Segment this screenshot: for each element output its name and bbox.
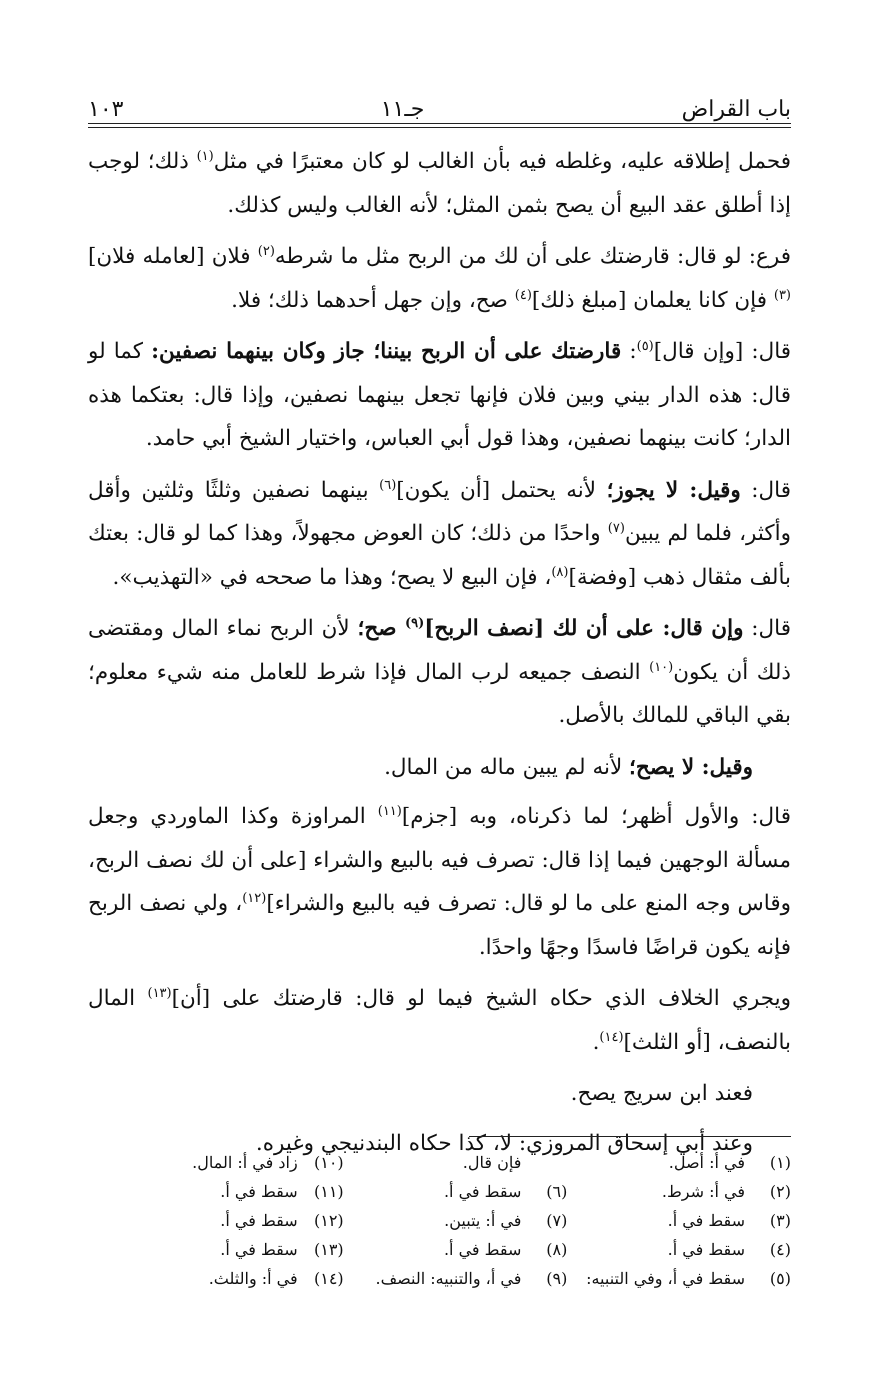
paragraph: فرع: لو قال: قارضتك على أن لك من الربح مثل ما شرطه$^{(٢)}$ فلان [لعامله فلان]$^{(٣)}$ فإن كانا يعلمان [مبلغ ذلك]$^{(٤)}$ صح، وإن جهل أحدهما ذلك؛ فلا.	[88, 243, 791, 313]
footnote-text: سقط في أ.	[667, 1240, 745, 1259]
footnote-separator	[469, 1136, 791, 1137]
footnote	[120, 1206, 344, 1235]
main-text	[88, 140, 791, 1171]
footnote-text: سقط في أ.	[443, 1182, 522, 1201]
footnote	[120, 1177, 344, 1206]
paragraph: قال: والأول أظهر؛ لما ذكرناه، وبه [جزم]$^{(١١)}$ المراوزة وكذا الماوردي وجعل مسألة الوجهين فيما إذا قال: تصرف فيه بالبيع والشراء [على أن لك نصف الربح، وقاس وجه المنع على ما لو قال: تصرف فيه بالبيع والشراء]$^{(١٢)}$، ولي نصف الربح فإنه يكون قراضًا فاسدًا وجهًا واحدًا.	[88, 803, 791, 960]
footnote	[120, 1264, 344, 1293]
footnote-number: (١)	[769, 1153, 791, 1172]
footnote	[567, 1148, 791, 1177]
footnote-text: سقط في أ.	[443, 1240, 522, 1259]
footnote	[567, 1206, 791, 1235]
paragraph: فعند ابن سريج يصح.	[570, 1081, 753, 1106]
footnotes-column-3	[120, 1148, 344, 1293]
footnote	[567, 1177, 791, 1206]
footnote	[567, 1235, 791, 1264]
running-header	[88, 86, 791, 122]
footnote	[120, 1148, 344, 1177]
paragraph: فحمل إطلاقه عليه، وغلطه فيه بأن الغالب لو كان معتبرًا في مثل$^{(١)}$ ذلك؛ لوجب إذا أطلق عقد البيع أن يصح بثمن المثل؛ لأنه الغالب وليس كذلك.	[88, 148, 792, 218]
footnote-number: (١٣)	[313, 1240, 344, 1259]
footnote-text: سقط في أ.	[220, 1182, 298, 1201]
footnote-number: (٤)	[769, 1240, 791, 1259]
footnote-number: (١١)	[313, 1182, 344, 1201]
footnote	[344, 1235, 568, 1264]
footnote	[120, 1235, 344, 1264]
footnote-text: سقط في أ، وفي التنبيه:	[586, 1269, 745, 1288]
footnote-text: في أ: يتبين.	[444, 1211, 522, 1230]
footnote-number: (٧)	[546, 1211, 568, 1230]
footnote-text: فإن قال.	[462, 1153, 522, 1172]
footnote	[567, 1264, 791, 1293]
paragraph: قال: وقيل: لا يجوز؛ لأنه يحتمل [أن يكون]$^{(٦)}$ بينهما نصفين وثلثًا وثلثين وأقل وأكثر، فلما لم يبين$^{(٧)}$ واحدًا من ذلك؛ كان العوض مجهولاً، وهذا كما لو قال: بعتك بألف مثقال ذهب [وفضة]$^{(٨)}$، فإن البيع لا يصح؛ وهذا ما صححه في «التهذيب».	[88, 477, 791, 590]
footnote-text: زاد في أ: المال.	[192, 1153, 298, 1172]
paragraph: قال: [وإن قال]$^{(٥)}$: قارضتك على أن الربح بيننا؛ جاز وكان بينهما نصفين: كما لو قال: هذه الدار بيني وبين فلان فإنها تجعل بينهما نصفين، وإذا قال: بعتكما هذه الدار؛ كانت بينهما نصفين، وهذا قول أبي العباس، واختيار الشيخ أبي حامد.	[88, 338, 792, 451]
footnote-number: (٦)	[546, 1182, 568, 1201]
footnote	[344, 1264, 568, 1293]
footnote-number: (١٤)	[313, 1269, 344, 1288]
volume-label: جـ١١	[380, 97, 425, 122]
footnote	[344, 1148, 568, 1177]
footnote	[344, 1177, 568, 1206]
footnote-number: (٨)	[546, 1240, 568, 1259]
header-rule-thin	[88, 127, 791, 128]
footnote-number: (٩)	[546, 1269, 568, 1288]
chapter-title: باب القراض	[681, 97, 791, 122]
footnote-number: (١٢)	[313, 1211, 344, 1230]
footnote-text: في أ، والتنبيه: النصف.	[375, 1269, 522, 1288]
footnote-text: سقط في أ.	[220, 1240, 298, 1259]
header-rule-thick	[88, 123, 791, 124]
footnotes	[120, 1148, 791, 1293]
footnote-number: (٣)	[769, 1211, 791, 1230]
footnote-text: سقط في أ.	[220, 1211, 298, 1230]
footnote-text: سقط في أ.	[667, 1211, 745, 1230]
footnote-number: (١٠)	[313, 1153, 344, 1172]
footnotes-column-2	[344, 1148, 568, 1293]
page-number: ١٠٣	[88, 97, 124, 122]
paragraph: ويجري الخلاف الذي حكاه الشيخ فيما لو قال: قارضتك على [أن]$^{(١٣)}$ المال بالنصف، [أو الثلث]$^{(١٤)}$.	[88, 985, 791, 1055]
footnotes-column-1	[567, 1148, 791, 1293]
paragraph: وعند أبي إسحاق المروزي: لا، كذا حكاه البندنيجي وغيره.	[255, 1130, 753, 1156]
footnote	[344, 1206, 568, 1235]
paragraph: قال: وإن قال: على أن لك [نصف الربح]$^{(٩)}$ صح؛ لأن الربح نماء المال ومقتضى ذلك أن يكون$^{(١٠)}$ النصف جميعه لرب المال فإذا شرط للعامل منه شيء معلوم؛ بقي الباقي للمالك بالأصل.	[88, 615, 791, 728]
paragraph: وقيل: لا يصح؛ لأنه لم يبين ماله من المال.	[384, 754, 753, 780]
footnote-text: في أ: شرط.	[661, 1182, 745, 1201]
footnote-number: (٢)	[769, 1182, 791, 1201]
footnote-number: (٥)	[769, 1269, 791, 1288]
footnote-text: في أ: والثلث.	[208, 1269, 298, 1288]
footnote-text: في أ: أصل.	[668, 1153, 745, 1172]
